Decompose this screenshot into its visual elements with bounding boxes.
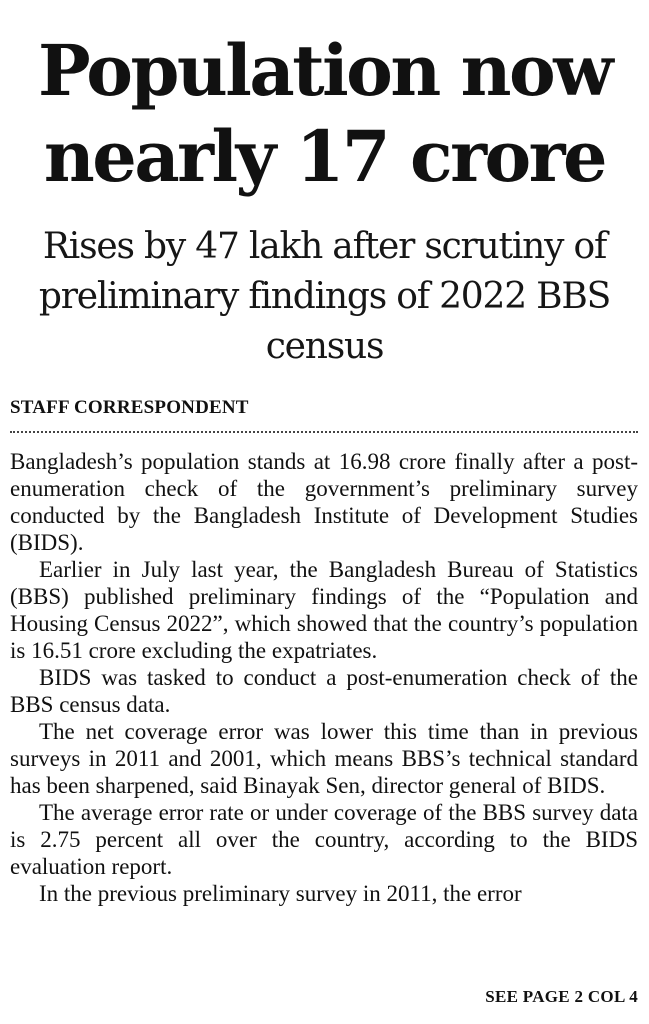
body-paragraph: BIDS was tasked to conduct a post-enumeration check of the BBS census data. — [10, 665, 638, 717]
body-paragraph: Bangladesh’s population stands at 16.98 crore finally after a post-enumeration check of the government’s preliminary survey conducted by the Bangladesh Institute of Development Studies (BIDS). — [10, 449, 638, 555]
continuation-jump[interactable]: SEE PAGE 2 COL 4 — [485, 987, 638, 1006]
dotted-divider — [10, 431, 638, 433]
body-paragraph: The net coverage error was lower this time than in previous surveys in 2011 and 2001, which means BBS’s technical standard has been sharpened, said Binayak Sen, director general of BIDS. — [10, 719, 638, 798]
subheadline: Rises by 47 lakh after scrutiny of preliminary findings of 2022 BBS census — [38, 226, 611, 367]
byline: STAFF CORRESPONDENT — [10, 397, 249, 418]
body-paragraph: The average error rate or under coverage of the BBS survey data is 2.75 percent all over the country, according to the BIDS evaluation report. — [10, 800, 638, 879]
article-body — [10, 448, 638, 907]
body-paragraph: In the previous preliminary survey in 2011, the error — [39, 881, 522, 906]
body-paragraph: Earlier in July last year, the Bangladesh Bureau of Statistics (BBS) published preliminary findings of the “Population and Housing Census 2022”, which showed that the country’s population is 16.51 crore excluding the expatriates. — [10, 557, 638, 663]
headline: Population now nearly 17 crore — [38, 29, 611, 198]
